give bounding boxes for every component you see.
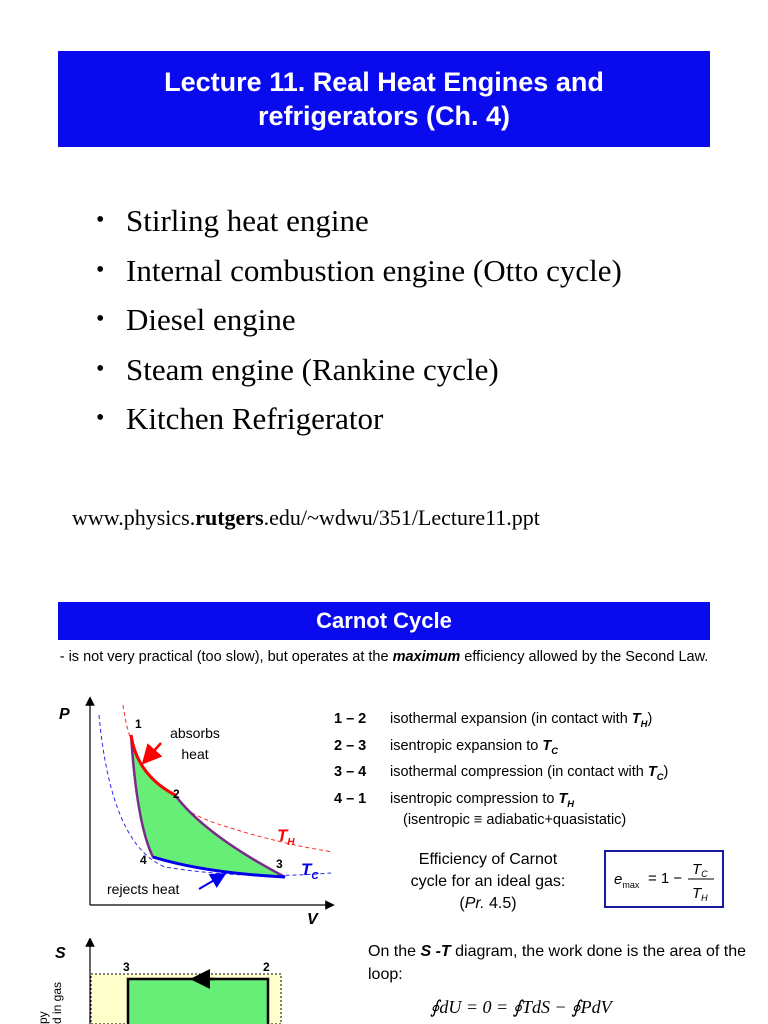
slide1-title-bar <box>58 51 710 147</box>
rejects-arrow <box>199 875 223 889</box>
step-number: 4 – 1 <box>334 790 367 807</box>
integral-equation: ∮dU = 0 = ∮TdS − ∮PdV <box>430 997 612 1017</box>
pv-point-4: 4 <box>140 853 147 867</box>
step-number: 3 – 4 <box>334 764 367 780</box>
step-number: 2 – 3 <box>334 737 367 754</box>
bullet-dot-icon: • <box>96 256 105 283</box>
pv-point-2: 2 <box>173 787 180 801</box>
source-url <box>72 505 540 531</box>
st-diagram <box>35 938 295 1024</box>
bullet-text: Diesel engine <box>126 302 296 337</box>
slide2-title-bar <box>58 602 710 640</box>
step-var-sub: H <box>567 797 575 809</box>
bullet-item <box>96 246 622 296</box>
st-explanation-text <box>368 940 748 986</box>
svg-text:= 1 −: = 1 − <box>648 870 683 887</box>
bullet-text: Internal combustion engine (Otto cycle) <box>126 252 622 288</box>
st-side-label-2: d in gas <box>50 981 64 1024</box>
st-explanation <box>368 940 748 1019</box>
step-var-sub: H <box>640 717 648 729</box>
bullet-item <box>96 196 622 246</box>
efficiency-pr: Pr. <box>464 895 485 912</box>
step-text: isentropic expansion to <box>390 737 543 754</box>
absorbs-arrow <box>145 743 161 761</box>
pv-x-label: V <box>307 911 318 928</box>
th-label: $T_H$ <box>277 826 295 848</box>
efficiency-line3 <box>388 893 588 915</box>
bullet-text: Stirling heat engine <box>126 203 369 238</box>
step-var: T <box>542 737 552 754</box>
absorbs-label-line2: heat <box>181 746 209 762</box>
pv-y-label: P <box>59 706 70 723</box>
efficiency-text <box>388 849 588 915</box>
efficiency-ref: 4.5) <box>484 895 517 912</box>
st-text-post: diagram, the work done is the area of the loop: <box>368 943 746 983</box>
cycle-step <box>334 786 668 813</box>
step-var: T <box>647 764 657 780</box>
st-y-label: S <box>55 945 66 962</box>
st-text-em: S -T <box>420 943 451 960</box>
efficiency-line1: Efficiency of Carnot <box>418 851 558 868</box>
step-text: isentropic compression to <box>390 790 559 807</box>
cycle-step <box>334 759 668 786</box>
slide1-bullet-list <box>96 196 622 444</box>
bullet-dot-icon: • <box>96 306 105 332</box>
svg-text:TH: $T_H$ <box>692 885 708 903</box>
cycle-step <box>334 733 668 760</box>
step-var: T <box>631 711 641 727</box>
absorbs-label-line1: absorbs <box>170 725 220 741</box>
st-side-label-1: py <box>36 1011 50 1024</box>
step-post: ) <box>663 764 669 780</box>
bullet-text: Kitchen Refrigerator <box>126 401 384 436</box>
bullet-item <box>96 295 622 345</box>
step-var: T <box>558 790 568 807</box>
cycle-step <box>334 706 668 733</box>
bullet-dot-icon: • <box>96 405 105 431</box>
step-var-sub: C <box>656 770 664 782</box>
slide1-title-line2: refrigerators (Ch. 4) <box>257 101 511 131</box>
rejects-label: rejects heat <box>107 881 180 897</box>
bullet-dot-icon: • <box>96 355 105 382</box>
efficiency-formula-box <box>604 850 724 908</box>
st-cycle-loop <box>128 979 268 1024</box>
efficiency-line2: cycle for an ideal gas: <box>410 873 566 890</box>
subtitle-pre: - is not very practical (too slow), but operates at the <box>59 649 393 665</box>
step-post: ) <box>647 711 653 727</box>
bullet-item <box>96 345 622 395</box>
subtitle-emphasis: maximum <box>392 649 461 665</box>
subtitle-post: efficiency allowed by the Second Law. <box>460 649 709 665</box>
slide2-subtitle <box>58 647 710 667</box>
step-text: isothermal expansion (in contact with <box>390 711 632 727</box>
step-number: 1 – 2 <box>334 711 367 727</box>
tc-label: $T_C$ <box>301 860 319 882</box>
st-text-pre: On the <box>368 943 421 960</box>
st-point-2: 2 <box>263 960 270 974</box>
svg-text:emax: $e_{max}$ <box>614 871 640 890</box>
svg-text:TC: $T_C$ <box>692 861 708 879</box>
pv-point-3: 3 <box>276 857 283 871</box>
pv-point-1: 1 <box>135 717 142 731</box>
efficiency-paren: ( <box>459 895 465 912</box>
slide1-title-line1: Lecture 11. Real Heat Engines and <box>164 67 604 97</box>
cycle-steps-list <box>334 706 668 812</box>
bullet-item <box>96 394 622 444</box>
efficiency-formula <box>606 852 722 906</box>
pv-diagram <box>55 695 340 930</box>
step-text: isothermal compression (in contact with <box>390 764 648 780</box>
slide2-title: Carnot Cycle <box>316 608 452 633</box>
step-var-sub: C <box>551 744 558 756</box>
st-point-3: 3 <box>123 960 130 974</box>
url-prefix: www.physics. <box>72 505 196 530</box>
url-suffix: .edu/~wdwu/351/Lecture11.ppt <box>263 505 540 530</box>
bullet-dot-icon: • <box>96 207 105 233</box>
isentropic-note: (isentropic ≡ adiabatic+quasistatic) <box>403 812 627 828</box>
url-bold: rutgers <box>195 505 264 530</box>
bullet-text: Steam engine (Rankine cycle) <box>126 351 499 387</box>
